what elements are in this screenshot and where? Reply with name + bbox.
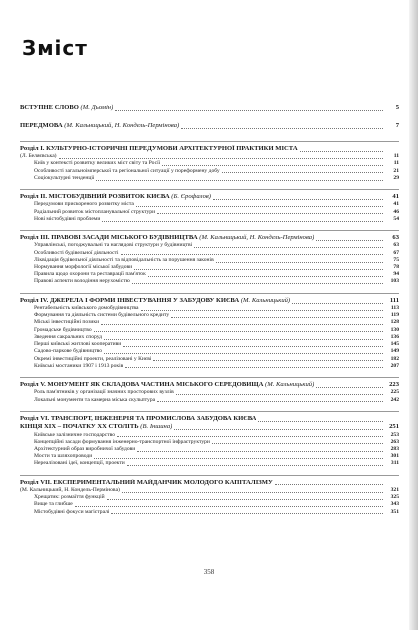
toc-entry — [20, 327, 399, 334]
toc-entry — [20, 201, 399, 208]
section-divider — [20, 293, 399, 294]
toc-section — [20, 475, 399, 516]
entry-page: 46 — [393, 208, 399, 215]
dot-leader — [157, 213, 383, 214]
entry-page: 351 — [390, 508, 399, 515]
entry-page: 128 — [390, 319, 399, 326]
dot-leader — [174, 429, 383, 430]
section-continuation — [20, 487, 120, 494]
section-continuation — [20, 153, 57, 160]
dot-leader — [258, 421, 383, 422]
entry-title: Київське залізничне господарство — [34, 431, 116, 438]
dot-leader — [222, 172, 383, 173]
entry-title: Київські мостаники 1907 і 1913 років — [34, 362, 124, 369]
entry-page: 263 — [390, 438, 399, 445]
table-of-contents — [20, 104, 399, 523]
dot-leader — [216, 262, 383, 263]
toc-entry — [20, 334, 399, 341]
section-author: (М. Кальницький) — [240, 296, 291, 304]
dot-leader — [194, 247, 383, 248]
section-page: 7 — [395, 122, 399, 130]
toc-entry — [20, 257, 399, 264]
toc-entry — [20, 168, 399, 175]
toc-section — [20, 230, 399, 286]
toc-entry — [20, 389, 399, 396]
dot-leader — [121, 254, 383, 255]
section-title: Розділ VI. ТРАНСПОРТ, ІНЖЕНЕРІЯ ТА ПРОМИСЛОВА ЗАБУДОВА КИЄВА — [20, 414, 257, 422]
toc-section — [20, 377, 399, 404]
entry-page: 103 — [390, 278, 399, 285]
section-heading-row — [20, 104, 399, 112]
toc-entry — [20, 432, 399, 439]
entry-page: 119 — [390, 312, 399, 319]
section-continuation-row — [20, 423, 399, 431]
section-title: Розділ V. МОНУМЕНТ ЯК СКЛАДОВА ЧАСТИНА МІСЬКОГО СЕРЕДОВИЩА — [20, 380, 264, 388]
dot-leader — [104, 339, 383, 340]
section-divider — [20, 141, 399, 142]
page-title: Зміст — [22, 36, 88, 60]
section-page: 41 — [392, 193, 399, 201]
section-page: 63 — [392, 234, 399, 242]
entry-title: Правові аспекти володіння нерухомістю — [34, 278, 130, 285]
page-edge — [409, 0, 418, 630]
entry-page: 311 — [390, 460, 399, 467]
section-heading — [20, 234, 314, 242]
entry-page: 130 — [390, 326, 399, 333]
entry-title: Вище та глибше — [34, 501, 73, 508]
dot-leader — [171, 317, 383, 318]
continuation-author: (В. Іншина) — [140, 423, 173, 431]
entry-page: 67 — [393, 249, 399, 256]
section-heading-row — [20, 122, 399, 130]
section-page: 11 — [393, 153, 399, 160]
dot-leader — [94, 458, 383, 459]
entry-page: 343 — [390, 501, 399, 508]
entry-page: 182 — [390, 355, 399, 362]
continuation-text: (Л. Беляєвська) — [20, 153, 57, 160]
toc-entry — [20, 341, 399, 348]
section-continuation — [20, 423, 172, 431]
toc-entry — [20, 250, 399, 257]
section-divider — [20, 377, 399, 378]
dot-leader — [115, 110, 383, 111]
section-page: 321 — [390, 486, 399, 493]
entry-title: Управлінські, погоджувальні та наглядові структури у будівництві — [34, 242, 193, 249]
dot-leader — [94, 331, 383, 332]
entry-title: Правила щодо охорони та реставрації пам'яток — [34, 271, 146, 278]
entry-page: 21 — [393, 167, 399, 174]
entry-page: 149 — [390, 348, 399, 355]
dot-leader — [122, 492, 383, 493]
entry-title: Локальні монументи та камерна міська скульптура — [34, 396, 156, 403]
section-title: Розділ IV. ДЖЕРЕЛА І ФОРМИ ІНВЕСТУВАННЯ У ЗАБУДОВУ КИЄВА — [20, 296, 240, 304]
toc-section — [20, 104, 399, 112]
toc-entry — [20, 460, 399, 467]
section-title: Розділ II. МІСТОБУДІВНИЙ РОЗВИТОК КИЄВА — [20, 193, 170, 201]
page-number: 358 — [203, 568, 215, 576]
section-heading — [20, 104, 113, 112]
section-author: (М. Кальницький, Н. Кондель-Перміновa) — [64, 122, 180, 130]
section-page: 251 — [389, 423, 399, 431]
section-author: (М. Дьомін) — [80, 104, 114, 111]
entry-page: 78 — [393, 264, 399, 271]
dot-leader — [96, 180, 383, 181]
entry-page: 54 — [393, 215, 399, 222]
toc-entry — [20, 363, 399, 370]
section-author: (М. Кальницький, Н. Кондель-Перміновa) — [199, 234, 315, 242]
section-divider — [20, 475, 399, 476]
toc-section — [20, 122, 399, 130]
section-heading-row — [20, 297, 399, 305]
entry-title: Громадське будівництво — [34, 326, 92, 333]
entry-page: 242 — [390, 396, 399, 403]
dot-leader — [176, 394, 383, 395]
toc-entry — [20, 319, 399, 326]
entry-title: Перші київські житлові кооперативи — [34, 341, 122, 348]
dot-leader — [141, 310, 384, 311]
section-heading-row — [20, 415, 399, 423]
toc-entry — [20, 356, 399, 363]
section-page: 5 — [395, 104, 399, 111]
toc-section — [20, 141, 399, 182]
dot-leader — [136, 206, 383, 207]
entry-page: 41 — [393, 201, 399, 208]
toc-entry — [20, 264, 399, 271]
dot-leader — [127, 465, 383, 466]
dot-leader — [148, 276, 383, 277]
dot-leader — [275, 484, 383, 485]
entry-title: Містобудівні фокуси магістралі — [34, 508, 110, 515]
entry-page: 207 — [390, 362, 399, 369]
entry-title: Роль пам'ятників у організації значних просторових вузлів — [34, 389, 174, 396]
toc-entry — [20, 242, 399, 249]
continuation-text: (М. Кальницький, Н. Кондель-Перміновa) — [20, 486, 120, 493]
dot-leader — [123, 346, 383, 347]
entry-page: 113 — [390, 305, 399, 312]
section-continuation-row — [20, 487, 399, 494]
toc-entry — [20, 439, 399, 446]
section-heading-row — [20, 381, 399, 389]
toc-entry — [20, 271, 399, 278]
dot-leader — [162, 165, 383, 166]
dot-leader — [212, 443, 383, 444]
toc-entry — [20, 312, 399, 319]
toc-section — [20, 293, 399, 370]
entry-page: 11 — [393, 160, 399, 167]
entry-page: 225 — [390, 389, 399, 396]
entry-title: Особливості будівельної діяльності — [34, 249, 119, 256]
entry-page: 94 — [393, 271, 399, 278]
toc-entry — [20, 160, 399, 167]
section-heading-row — [20, 145, 399, 153]
dot-leader — [125, 367, 383, 368]
entry-title: Передумови прискореного розвитку міста — [34, 201, 134, 208]
entry-title: Рентабельність київського домобудівництва — [34, 305, 139, 312]
dot-leader — [157, 401, 383, 402]
dot-leader — [104, 353, 383, 354]
dot-leader — [316, 240, 383, 241]
section-heading — [20, 297, 290, 305]
entry-page: 145 — [390, 341, 399, 348]
dot-leader — [59, 158, 383, 159]
entry-title: Ліквідація будівельної діяльності та відповідальність за порушення законів — [34, 256, 214, 263]
dot-leader — [132, 283, 383, 284]
toc-entry — [20, 453, 399, 460]
section-divider — [20, 411, 399, 412]
entry-page: 136 — [390, 333, 399, 340]
toc-entry — [20, 397, 399, 404]
toc-entry — [20, 209, 399, 216]
dot-leader — [107, 499, 383, 500]
section-title: ПЕРЕДМОВА — [20, 122, 63, 130]
toc-entry — [20, 175, 399, 182]
section-title: Розділ VII. ЕКСПЕРИМЕНТАЛЬНИЙ МАЙДАНЧИК МОЛОДОГО КАПІТАЛІЗМУ — [20, 478, 273, 486]
entry-title: Формування та діяльність системи будівельного кредиту — [34, 312, 170, 319]
toc-entry — [20, 305, 399, 312]
entry-page: 301 — [390, 453, 399, 460]
continuation-text: КІНЦЯ XIX – ПОЧАТКУ XX СТОЛІТЬ — [20, 423, 139, 431]
section-heading — [20, 122, 179, 130]
entry-title: Соціокультурні тенденції — [34, 174, 95, 181]
dot-leader — [111, 513, 383, 514]
section-heading — [20, 381, 314, 389]
entry-title: Радіальний розвиток містопланувальної структури — [34, 208, 156, 215]
dot-leader — [292, 303, 383, 304]
section-continuation-row — [20, 153, 399, 160]
entry-title: Концепційні засади формування інженерно-транспортної інфраструктури — [34, 438, 210, 445]
section-heading-row — [20, 193, 399, 201]
entry-title: Київ у контексті розвитку великих міст світу та Росії — [34, 160, 161, 167]
entry-page: 75 — [393, 256, 399, 263]
entry-title: Зведення сакральних споруд — [34, 333, 102, 340]
toc-entry — [20, 509, 399, 516]
section-page: 223 — [389, 380, 399, 388]
section-title: ВСТУПНЕ СЛОВО — [20, 104, 79, 111]
toc-section — [20, 189, 399, 223]
entry-page: 283 — [390, 445, 399, 452]
dot-leader — [102, 221, 383, 222]
dot-leader — [75, 506, 383, 507]
dot-leader — [137, 451, 383, 452]
toc-section — [20, 411, 399, 468]
dot-leader — [316, 387, 383, 388]
entry-page: 63 — [393, 242, 399, 249]
section-heading-row — [20, 479, 399, 487]
section-heading — [20, 479, 273, 487]
section-page: 111 — [389, 296, 399, 304]
section-heading — [20, 145, 298, 153]
dot-leader — [153, 360, 383, 361]
dot-leader — [213, 199, 383, 200]
section-title: Розділ III. ПРАВОВІ ЗАСАДИ МІСЬКОГО БУДІВНИЦТВА — [20, 234, 198, 242]
entry-title: Міські інвестиційні позики — [34, 319, 100, 326]
section-author: (Б. Єрофалов) — [171, 193, 211, 201]
section-divider — [20, 230, 399, 231]
toc-entry — [20, 278, 399, 285]
entry-title: Нові містобудівні проблеми — [34, 215, 101, 222]
toc-entry — [20, 216, 399, 223]
entry-title: Нереалізовані ідеї, концепції, проекти — [34, 460, 125, 467]
toc-entry — [20, 446, 399, 453]
section-author: (М. Кальницький) — [265, 380, 315, 388]
entry-title: Мости та шляхопроводи — [34, 453, 93, 460]
section-heading — [20, 415, 256, 423]
entry-title: Нормування морфології міської забудови — [34, 264, 133, 271]
section-heading — [20, 193, 211, 201]
section-title: Розділ I. КУЛЬТУРНО-ІСТОРИЧНІ ПЕРЕДУМОВИ АРХІТЕКТУРНОЇ ПРАКТИКИ МІСТА — [20, 144, 298, 152]
dot-leader — [134, 269, 383, 270]
toc-entry — [20, 494, 399, 501]
entry-page: 325 — [390, 494, 399, 501]
dot-leader — [101, 324, 383, 325]
entry-title: Архітектурний образ виробничої забудови — [34, 445, 136, 452]
section-divider — [20, 189, 399, 190]
toc-entry — [20, 348, 399, 355]
dot-leader — [181, 128, 383, 129]
entry-page: 29 — [393, 174, 399, 181]
entry-title: Окремі інвестиційні проекти, реалізовані у Києві — [34, 355, 152, 362]
entry-title: Садово-паркове будівництво — [34, 348, 103, 355]
toc-entry — [20, 501, 399, 508]
entry-page: 253 — [390, 431, 399, 438]
entry-title: Хрещатик: розмаїття функцій — [34, 494, 105, 501]
section-heading-row — [20, 234, 399, 242]
dot-leader — [117, 436, 383, 437]
entry-title: Особливості загальноімперської та регіональної ситуації у пореформену добу — [34, 167, 220, 174]
dot-leader — [300, 151, 383, 152]
